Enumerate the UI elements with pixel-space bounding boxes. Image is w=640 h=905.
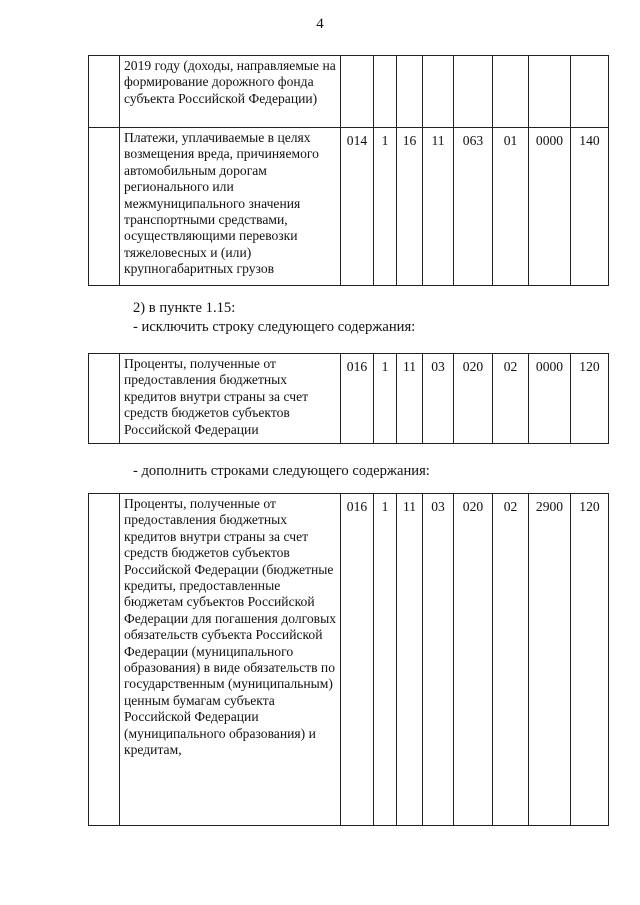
code-economic: 120 [571, 494, 609, 826]
code-economic: 140 [571, 128, 609, 286]
instruction-exclude: - исключить строку следующего содержания: [133, 319, 416, 335]
code-program: 2900 [529, 494, 571, 826]
income-description: Проценты, полученные от предоставления бюджетных кредитов внутри страны за счет средств бюджетов субъектов Российской Федерации (бюджетные кредиты, предоставленные бюджетам субъектов Российской Федерации для погашения долговых обязательств субъекта Российской Федерации (муниципального образования) в виде обязательств по государственным (муниципальным) ценным бумагам субъекта Российской Федерации (муниципального образования) и кредитам, [120, 494, 341, 826]
code-subarticle: 020 [454, 354, 493, 444]
page-number: 4 [316, 16, 324, 32]
code-economic [571, 56, 609, 128]
code-subgroup: 11 [397, 354, 423, 444]
instruction-add: - дополнить строками следующего содержания: [133, 463, 430, 479]
code-article: 03 [423, 354, 454, 444]
code-group: 1 [374, 354, 397, 444]
income-description: 2019 году (доходы, направляемые на формирование дорожного фонда субъекта Российской Федерации) [120, 56, 341, 128]
code-subarticle: 020 [454, 494, 493, 826]
code-article: 11 [423, 128, 454, 286]
blank-cell [89, 128, 120, 286]
table-row [89, 494, 609, 826]
code-program: 0000 [529, 128, 571, 286]
kbk-table-continued [88, 55, 609, 286]
table-row [89, 56, 609, 128]
blank-cell [89, 56, 120, 128]
code-group [374, 56, 397, 128]
code-program: 0000 [529, 354, 571, 444]
kbk-table-excluded [88, 353, 609, 444]
section-heading: 2) в пункте 1.15: [133, 300, 236, 316]
code-admin: 014 [341, 128, 374, 286]
code-element: 02 [493, 494, 529, 826]
blank-cell [89, 354, 120, 444]
code-subarticle [454, 56, 493, 128]
code-subgroup: 11 [397, 494, 423, 826]
table-row [89, 354, 609, 444]
code-subgroup [397, 56, 423, 128]
code-article [423, 56, 454, 128]
code-article: 03 [423, 494, 454, 826]
code-element: 01 [493, 128, 529, 286]
income-description: Платежи, уплачиваемые в целях возмещения вреда, причиняемого автомобильным дорогам регионального или межмуниципального значения транспортными средствами, осуществляющими перевозки тяжеловесных и (или) крупногабаритных грузов [120, 128, 341, 286]
income-description: Проценты, полученные от предоставления бюджетных кредитов внутри страны за счет средств бюджетов субъектов Российской Федерации [120, 354, 341, 444]
code-subgroup: 16 [397, 128, 423, 286]
code-economic: 120 [571, 354, 609, 444]
code-group: 1 [374, 128, 397, 286]
table-row [89, 128, 609, 286]
code-element: 02 [493, 354, 529, 444]
blank-cell [89, 494, 120, 826]
code-program [529, 56, 571, 128]
code-admin: 016 [341, 354, 374, 444]
code-admin: 016 [341, 494, 374, 826]
code-subarticle: 063 [454, 128, 493, 286]
code-element [493, 56, 529, 128]
code-admin [341, 56, 374, 128]
code-group: 1 [374, 494, 397, 826]
kbk-table-added [88, 493, 609, 826]
